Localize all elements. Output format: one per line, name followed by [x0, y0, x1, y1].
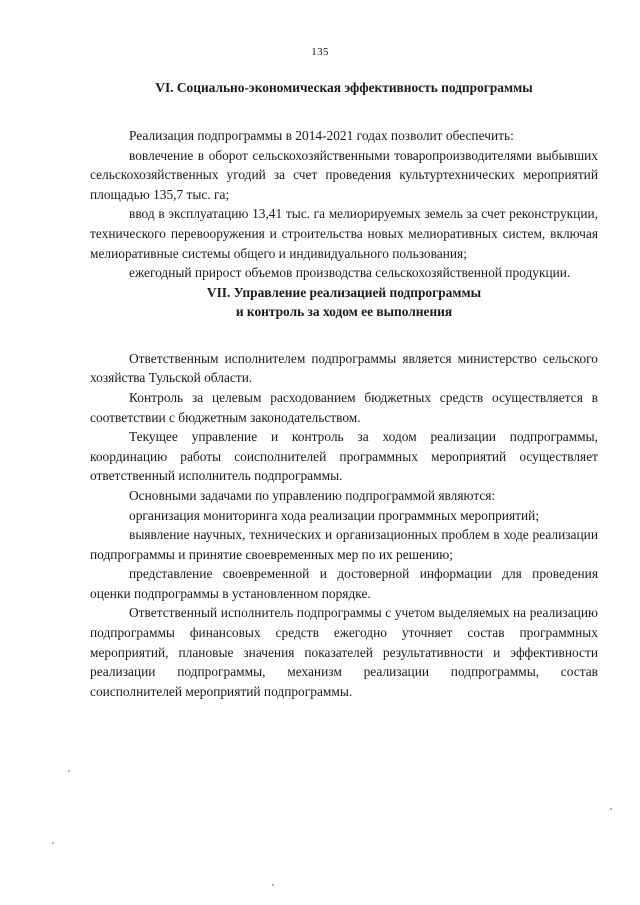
section-7-paragraph: Контроль за целевым расходованием бюджетных средств осуществляется в соответствии с бюджетным законодательством. [90, 389, 598, 425]
page-content [90, 78, 598, 701]
section-6-paragraph: Реализация подпрограммы в 2014-2021 годах позволит обеспечить: [129, 128, 514, 143]
section-7-title-line-1: VII. Управление реализацией подпрограммы [206, 284, 482, 300]
section-7-paragraph: Ответственный исполнитель подпрограммы с учетом выделяемых на реализацию подпрограммы финансовых средств ежегодно уточняет состав программных мероприятий, плановые значения показателей результативности и эффективности реализации подпрограммы, механизм реализации подпрограммы, состав соисполнителей мероприятий подпрограммы. [90, 605, 598, 699]
section-6-paragraph: ежегодный прирост объемов производства сельскохозяйственной продукции. [129, 265, 571, 281]
section-6-title: VI. Социально-экономическая эффективность подпрограммы [155, 80, 533, 95]
section-7-paragraph: Текущее управление и контроль за ходом реализации подпрограммы, координацию работы соисполнителей программных мероприятий осуществляет ответственный исполнитель подпрограммы. [90, 429, 598, 484]
section-6-paragraph: вовлечение в оборот сельскохозяйственными товаропроизводителями выбывших сельскохозяйственных угодий за счет проведения культуртехнических мероприятий площадью 135,7 тыс. га; [90, 147, 598, 202]
page-number: 135 [311, 46, 329, 58]
section-7-title [90, 283, 598, 321]
scan-speck [272, 884, 274, 886]
scan-speck [610, 808, 612, 810]
section-7-paragraph: выявление научных, технических и организационных проблем в ходе реализации подпрограммы и принятие своевременных мер по их решению; [90, 527, 598, 562]
section-7-paragraph: представление своевременной и достоверной информации для проведения оценки подпрограммы в установленном порядке. [90, 566, 598, 601]
section-7-paragraph: Ответственным исполнителем подпрограммы является министерство сельского хозяйства Тульской области. [90, 350, 598, 386]
section-7-paragraph: организация мониторинга хода реализации программных мероприятий; [129, 507, 540, 523]
scan-speck [52, 842, 54, 844]
section-6-paragraph: ввод в эксплуатацию 13,41 тыс. га мелиорируемых земель за счет реконструкции, технического перевооружения и строительства новых мелиоративных систем, включая мелиоративные системы общего и индивидуального пользования; [90, 206, 598, 261]
scan-speck [68, 770, 70, 772]
section-7-paragraph: Основными задачами по управлению подпрограммой являются: [129, 487, 496, 503]
section-7-title-line-2: и контроль за ходом ее выполнения [235, 303, 453, 319]
